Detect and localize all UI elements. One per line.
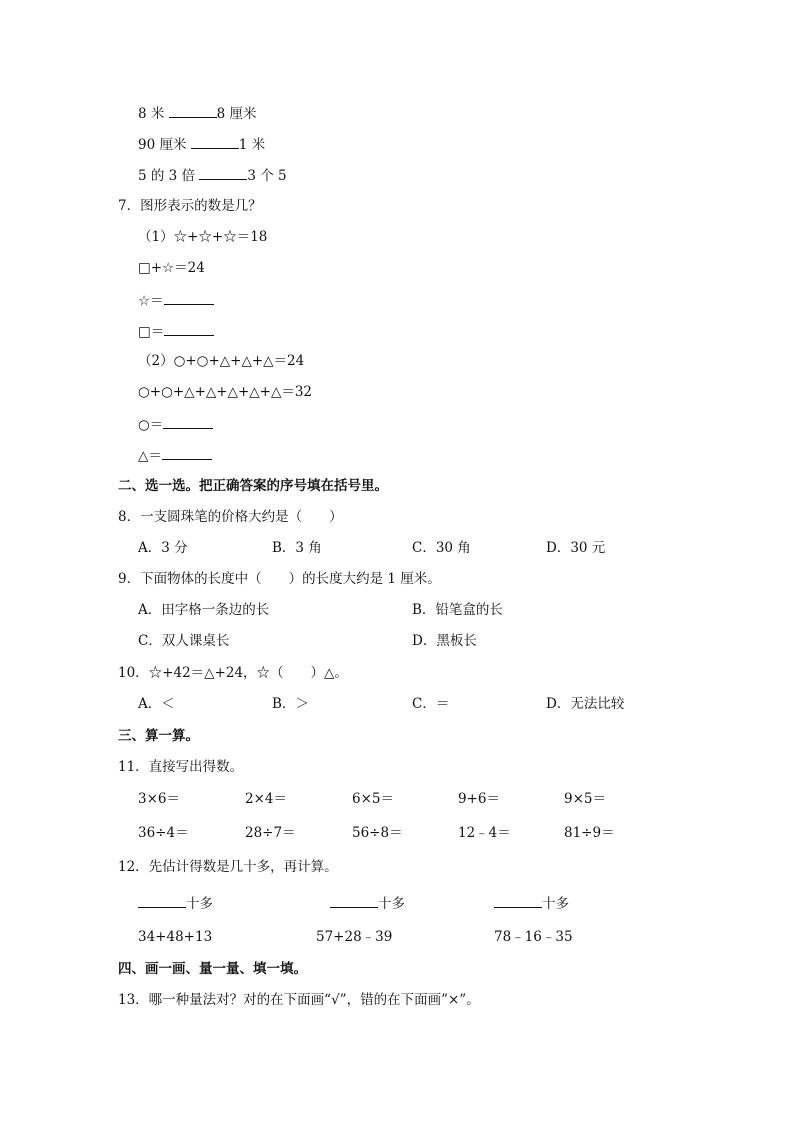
compare-left: 90 厘米 <box>138 137 191 153</box>
q11-item: 9+6＝ <box>458 791 500 807</box>
answer-blank[interactable] <box>169 103 217 118</box>
q11-item: 36÷4＝ <box>138 825 189 841</box>
section-3-heading: 三、算一算。 <box>118 728 199 744</box>
q8-option-d[interactable]: D．30 元 <box>546 540 606 556</box>
answer-blank[interactable] <box>138 893 186 908</box>
question-9: 9．下面物体的长度中（ ）的长度大约是 1 厘米。 <box>118 571 441 587</box>
answer-blank[interactable] <box>164 290 214 305</box>
compare-left: 5 的 3 倍 <box>138 168 200 184</box>
q11-item: 2×4＝ <box>245 791 287 807</box>
question-7-title: 7．图形表示的数是几？ <box>118 198 262 214</box>
answer-blank[interactable] <box>162 445 212 460</box>
q8-option-b[interactable]: B．3 角 <box>272 540 322 556</box>
answer-label: ○＝ <box>138 417 164 433</box>
compare-right: 8 厘米 <box>216 106 257 122</box>
q7-part1-line1: （1）☆+☆+☆＝18 <box>138 229 268 245</box>
q9-option-a[interactable]: A．田字格一条边的长 <box>138 602 270 618</box>
answer-blank[interactable] <box>191 134 239 149</box>
q10-option-d[interactable]: D．无法比较 <box>546 696 625 712</box>
answer-blank[interactable] <box>163 414 213 429</box>
q11-item: 28÷7＝ <box>245 825 296 841</box>
q7-part2-line2: ○+○+△+△+△+△+△＝32 <box>138 384 313 400</box>
q9-option-c[interactable]: C．双人课桌长 <box>138 633 230 649</box>
q11-item: 3×6＝ <box>138 791 180 807</box>
estimate-suffix: 十多 <box>186 896 213 912</box>
q10-option-a[interactable]: A．＜ <box>138 696 175 712</box>
compare-right: 3 个 5 <box>247 168 287 184</box>
q9-option-b[interactable]: B．铅笔盒的长 <box>412 602 503 618</box>
section-2-heading: 二、选一选。把正确答案的序号填在括号里。 <box>118 478 388 494</box>
section-4-heading: 四、画一画、量一量、填一填。 <box>118 961 307 977</box>
compare-left: 8 米 <box>138 106 169 122</box>
q7-part1-answer-square <box>138 321 214 341</box>
q12-estimate-3 <box>494 893 569 913</box>
answer-blank[interactable] <box>494 893 542 908</box>
answer-blank[interactable] <box>330 893 378 908</box>
q7-part2-answer-triangle <box>138 445 212 465</box>
question-10: 10．☆+42＝△+24，☆（ ）△。 <box>118 665 348 681</box>
q8-option-a[interactable]: A．3 分 <box>138 540 188 556</box>
q10-option-c[interactable]: C．＝ <box>412 696 450 712</box>
question-12: 12．先估计得数是几十多，再计算。 <box>118 859 338 875</box>
answer-label: △＝ <box>138 448 162 464</box>
q7-part1-answer-star <box>138 290 214 310</box>
question-8: 8．一支圆珠笔的价格大约是（ ） <box>118 509 343 525</box>
q7-part2-line1: （2）○+○+△+△+△＝24 <box>138 353 305 369</box>
q11-item: 9×5＝ <box>564 791 606 807</box>
q9-option-d[interactable]: D．黑板长 <box>412 633 477 649</box>
q12-expression: 34+48+13 <box>138 929 213 945</box>
q11-item: 56÷8＝ <box>352 825 403 841</box>
q12-estimate-1 <box>138 893 213 913</box>
q11-item: 12﹣4＝ <box>458 825 511 841</box>
q8-option-c[interactable]: C．30 角 <box>412 540 471 556</box>
compare-line-1 <box>138 103 257 123</box>
q12-estimate-2 <box>330 893 405 913</box>
q7-part2-answer-circle <box>138 414 213 434</box>
question-13: 13．哪一种量法对？对的在下面画“√”，错的在下面画”×”。 <box>118 992 480 1008</box>
compare-line-2 <box>138 134 265 154</box>
q12-expression: 78﹣16﹣35 <box>494 929 573 945</box>
q11-item: 81÷9＝ <box>564 825 615 841</box>
answer-blank[interactable] <box>164 321 214 336</box>
q7-part1-line2: □+☆＝24 <box>138 260 205 276</box>
q11-item: 6×5＝ <box>352 791 394 807</box>
answer-blank[interactable] <box>199 165 247 180</box>
estimate-suffix: 十多 <box>378 896 405 912</box>
q10-option-b[interactable]: B．＞ <box>272 696 309 712</box>
answer-label: □＝ <box>138 324 165 340</box>
compare-right: 1 米 <box>238 137 266 153</box>
compare-line-3 <box>138 165 287 185</box>
estimate-suffix: 十多 <box>542 896 569 912</box>
answer-label: ☆＝ <box>138 293 164 309</box>
q12-expression: 57+28﹣39 <box>316 929 393 945</box>
question-11: 11．直接写出得数。 <box>118 759 244 775</box>
